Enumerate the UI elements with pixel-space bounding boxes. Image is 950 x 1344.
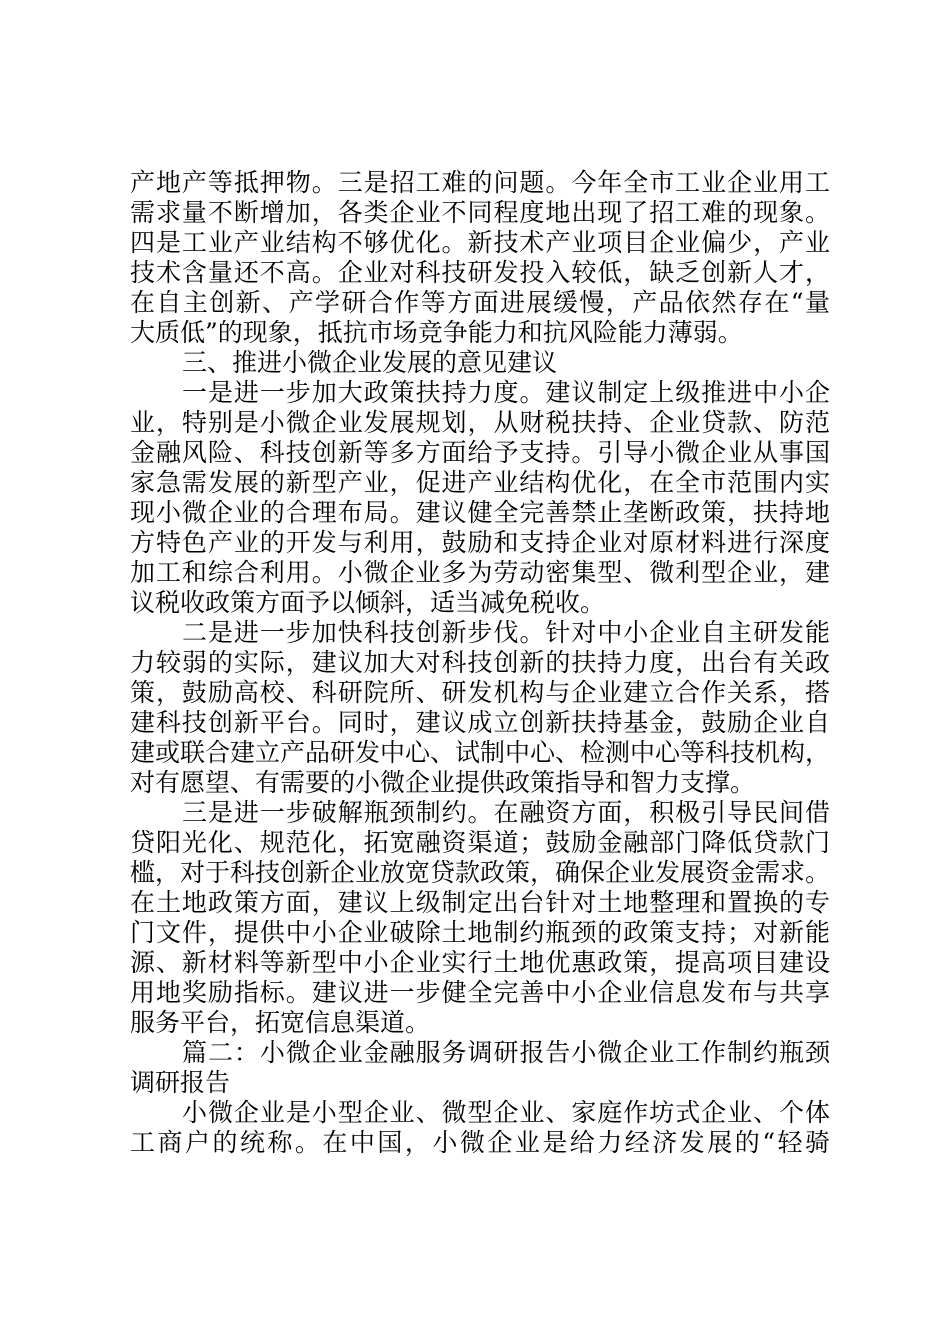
text-line: 二是进一步加快科技创新步伐。针对中小企业自主研发能 [182, 618, 830, 647]
text-line: 建科技创新平台。同时，建议成立创新扶持基金，鼓励企业自 [130, 708, 830, 737]
article-heading-continuation: 调研报告 [130, 1068, 231, 1097]
text-line: 贷阳光化、规范化，拓宽融资渠道；鼓励金融部门降低贷款门 [130, 828, 830, 857]
text-line: 源、新材料等新型中小企业实行土地优惠政策，提高项目建设 [130, 948, 830, 977]
text-line: 现小微企业的合理布局。建议健全完善禁止垄断政策，扶持地 [130, 498, 830, 527]
text-line: 金融风险、科技创新等多方面给予支持。引导小微企业从事国 [130, 438, 830, 467]
article-heading: 篇二：小微企业金融服务调研报告小微企业工作制约瓶颈 [182, 1038, 830, 1067]
text-line: 一是进一步加大政策扶持力度。建议制定上级推进中小企 [182, 378, 830, 407]
text-line: 大质低”的现象，抵抗市场竞争能力和抗风险能力薄弱。 [130, 318, 743, 347]
text-line: 家急需发展的新型产业，促进产业结构优化，在全市范围内实 [130, 468, 830, 497]
text-line: 用地奖励指标。建议进一步健全完善中小企业信息发布与共享 [130, 978, 830, 1007]
text-line: 在自主创新、产学研合作等方面进展缓慢，产品依然存在“量 [130, 288, 830, 317]
text-line: 业，特别是小微企业发展规划，从财税扶持、企业贷款、防范 [130, 408, 830, 437]
text-line: 门文件，提供中小企业破除土地制约瓶颈的政策支持；对新能 [130, 918, 830, 947]
text-line: 服务平台，拓宽信息渠道。 [130, 1008, 431, 1037]
document-page [130, 168, 830, 1158]
text-line: 方特色产业的开发与利用，鼓励和支持企业对原材料进行深度 [130, 528, 830, 557]
text-line: 加工和综合利用。小微企业多为劳动密集型、微利型企业，建 [130, 558, 830, 587]
text-line: 四是工业产业结构不够优化。新技术产业项目企业偏少，产业 [130, 228, 830, 257]
text-line: 技术含量还不高。企业对科技研发投入较低，缺乏创新人才， [130, 258, 830, 287]
text-line: 工商户的统称。在中国，小微企业是给力经济发展的“轻骑 [130, 1128, 830, 1157]
text-line: 议税收政策方面予以倾斜，适当减免税收。 [130, 588, 606, 617]
text-line: 三是进一步破解瓶颈制约。在融资方面，积极引导民间借 [182, 798, 830, 827]
text-line: 策，鼓励高校、科研院所、研发机构与企业建立合作关系，搭 [130, 678, 830, 707]
text-line: 力较弱的实际，建议加大对科技创新的扶持力度，出台有关政 [130, 648, 830, 677]
text-line: 对有愿望、有需要的小微企业提供政策指导和智力支撑。 [130, 768, 756, 797]
text-line: 小微企业是小型企业、微型企业、家庭作坊式企业、个体 [182, 1098, 830, 1127]
section-heading: 三、推进小微企业发展的意见建议 [182, 348, 558, 377]
text-line: 需求量不断增加，各类企业不同程度地出现了招工难的现象。 [130, 198, 830, 227]
text-line: 建或联合建立产品研发中心、试制中心、检测中心等科技机构， [130, 738, 831, 767]
text-line: 槛，对于科技创新企业放宽贷款政策，确保企业发展资金需求。 [130, 858, 831, 887]
text-line: 在土地政策方面，建议上级制定出台针对土地整理和置换的专 [130, 888, 830, 917]
text-line: 产地产等抵押物。三是招工难的问题。今年全市工业企业用工 [130, 168, 830, 197]
